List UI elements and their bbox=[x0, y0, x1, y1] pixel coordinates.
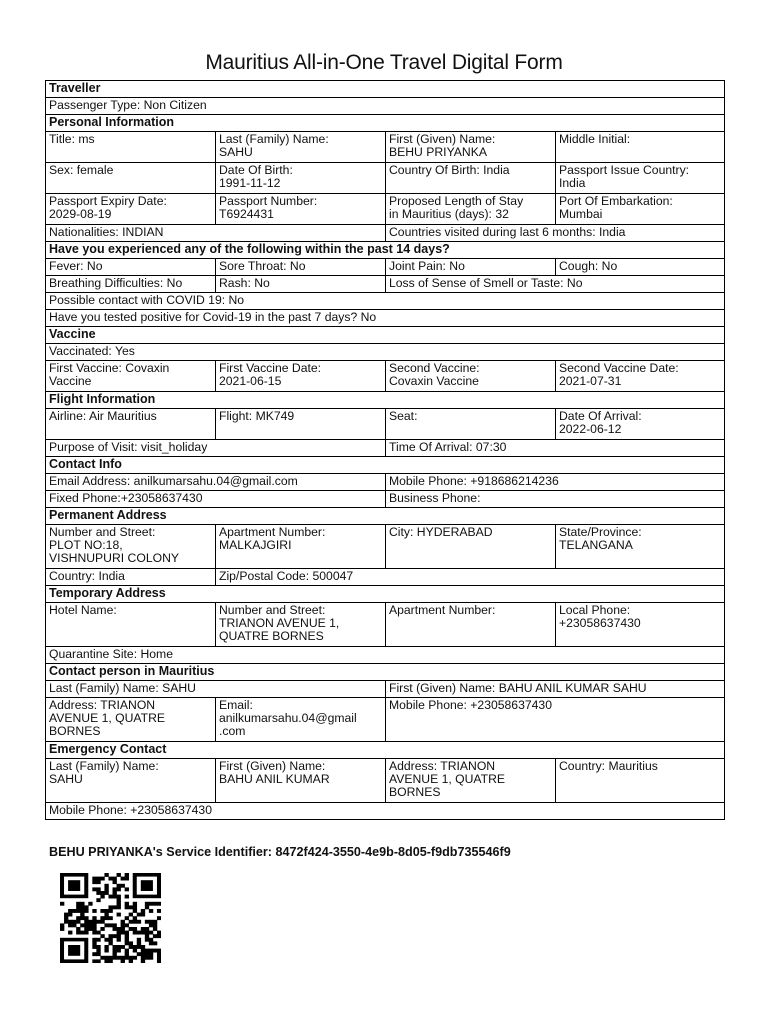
contact-person-email-field: Email: anilkumarsahu.04@gmail .com bbox=[216, 698, 386, 742]
smell-taste-field: Loss of Sense of Smell or Taste: No bbox=[386, 276, 725, 293]
stay-length-field: Proposed Length of Stay in Mauritius (days): 32 bbox=[386, 194, 556, 225]
section-emergency-contact: Emergency Contact bbox=[46, 742, 725, 759]
permanent-city-field: City: HYDERABAD bbox=[386, 525, 556, 569]
airline-field: Airline: Air Mauritius bbox=[46, 409, 216, 440]
tested-positive-field: Have you tested positive for Covid-19 in the past 7 days? No bbox=[46, 310, 725, 327]
business-phone-field: Business Phone: bbox=[386, 491, 725, 508]
passenger-type: Passenger Type: Non Citizen bbox=[46, 98, 725, 115]
section-contact-person: Contact person in Mauritius bbox=[46, 664, 725, 681]
passport-issue-country-field: Passport Issue Country: India bbox=[556, 163, 725, 194]
quarantine-site-field: Quarantine Site: Home bbox=[46, 647, 725, 664]
middle-initial-field: Middle Initial: bbox=[556, 132, 725, 163]
emergency-last-name-field: Last (Family) Name: SAHU bbox=[46, 759, 216, 803]
cough-field: Cough: No bbox=[556, 259, 725, 276]
section-flight-information: Flight Information bbox=[46, 392, 725, 409]
section-personal-information: Personal Information bbox=[46, 115, 725, 132]
breathing-difficulties-field: Breathing Difficulties: No bbox=[46, 276, 216, 293]
permanent-state-field: State/Province: TELANGANA bbox=[556, 525, 725, 569]
countries-visited-field: Countries visited during last 6 months: India bbox=[386, 225, 725, 242]
contact-person-last-name-field: Last (Family) Name: SAHU bbox=[46, 681, 386, 698]
seat-field: Seat: bbox=[386, 409, 556, 440]
emergency-first-name-field: First (Given) Name: BAHU ANIL KUMAR bbox=[216, 759, 386, 803]
emergency-country-field: Country: Mauritius bbox=[556, 759, 725, 803]
title-field: Title: ms bbox=[46, 132, 216, 163]
email-field: Email Address: anilkumarsahu.04@gmail.com bbox=[46, 474, 386, 491]
first-name-field: First (Given) Name: BEHU PRIYANKA bbox=[386, 132, 556, 163]
first-vaccine-field: First Vaccine: Covaxin Vaccine bbox=[46, 361, 216, 392]
temporary-apartment-field: Apartment Number: bbox=[386, 603, 556, 647]
section-vaccine: Vaccine bbox=[46, 327, 725, 344]
emergency-mobile-field: Mobile Phone: +23058637430 bbox=[46, 803, 725, 820]
permanent-street-field: Number and Street: PLOT NO:18, VISHNUPURI COLONY bbox=[46, 525, 216, 569]
section-permanent-address: Permanent Address bbox=[46, 508, 725, 525]
purpose-of-visit-field: Purpose of Visit: visit_holiday bbox=[46, 440, 386, 457]
date-of-birth-field: Date Of Birth: 1991-11-12 bbox=[216, 163, 386, 194]
arrival-date-field: Date Of Arrival: 2022-06-12 bbox=[556, 409, 725, 440]
first-vaccine-date-field: First Vaccine Date: 2021-06-15 bbox=[216, 361, 386, 392]
section-contact-info: Contact Info bbox=[46, 457, 725, 474]
fixed-phone-field: Fixed Phone:+23058637430 bbox=[46, 491, 386, 508]
temporary-street-field: Number and Street: TRIANON AVENUE 1, QUATRE BORNES bbox=[216, 603, 386, 647]
section-traveller: Traveller bbox=[46, 81, 725, 98]
passport-expiry-field: Passport Expiry Date: 2029-08-19 bbox=[46, 194, 216, 225]
page-title: Mauritius All-in-One Travel Digital Form bbox=[205, 51, 563, 74]
section-symptoms: Have you experienced any of the following within the past 14 days? bbox=[46, 242, 725, 259]
second-vaccine-field: Second Vaccine: Covaxin Vaccine bbox=[386, 361, 556, 392]
permanent-country-field: Country: India bbox=[46, 569, 216, 586]
nationalities-field: Nationalities: INDIAN bbox=[46, 225, 386, 242]
last-name-field: Last (Family) Name: SAHU bbox=[216, 132, 386, 163]
local-phone-field: Local Phone: +23058637430 bbox=[556, 603, 725, 647]
joint-pain-field: Joint Pain: No bbox=[386, 259, 556, 276]
country-of-birth-field: Country Of Birth: India bbox=[386, 163, 556, 194]
permanent-zip-field: Zip/Postal Code: 500047 bbox=[216, 569, 725, 586]
sore-throat-field: Sore Throat: No bbox=[216, 259, 386, 276]
contact-person-mobile-field: Mobile Phone: +23058637430 bbox=[386, 698, 725, 742]
qr-code-icon bbox=[60, 873, 161, 963]
rash-field: Rash: No bbox=[216, 276, 386, 293]
travel-form-table bbox=[45, 80, 725, 820]
covid-contact-field: Possible contact with COVID 19: No bbox=[46, 293, 725, 310]
section-temporary-address: Temporary Address bbox=[46, 586, 725, 603]
second-vaccine-date-field: Second Vaccine Date: 2021-07-31 bbox=[556, 361, 725, 392]
mobile-phone-field: Mobile Phone: +918686214236 bbox=[386, 474, 725, 491]
contact-person-address-field: Address: TRIANON AVENUE 1, QUATRE BORNES bbox=[46, 698, 216, 742]
passport-number-field: Passport Number: T6924431 bbox=[216, 194, 386, 225]
service-identifier: BEHU PRIYANKA's Service Identifier: 8472f424-3550-4e9b-8d05-f9db735546f9 bbox=[49, 845, 511, 859]
arrival-time-field: Time Of Arrival: 07:30 bbox=[386, 440, 725, 457]
contact-person-first-name-field: First (Given) Name: BAHU ANIL KUMAR SAHU bbox=[386, 681, 725, 698]
flight-number-field: Flight: MK749 bbox=[216, 409, 386, 440]
permanent-apartment-field: Apartment Number: MALKAJGIRI bbox=[216, 525, 386, 569]
port-of-embarkation-field: Port Of Embarkation: Mumbai bbox=[556, 194, 725, 225]
hotel-name-field: Hotel Name: bbox=[46, 603, 216, 647]
fever-field: Fever: No bbox=[46, 259, 216, 276]
sex-field: Sex: female bbox=[46, 163, 216, 194]
emergency-address-field: Address: TRIANON AVENUE 1, QUATRE BORNES bbox=[386, 759, 556, 803]
vaccinated-field: Vaccinated: Yes bbox=[46, 344, 725, 361]
